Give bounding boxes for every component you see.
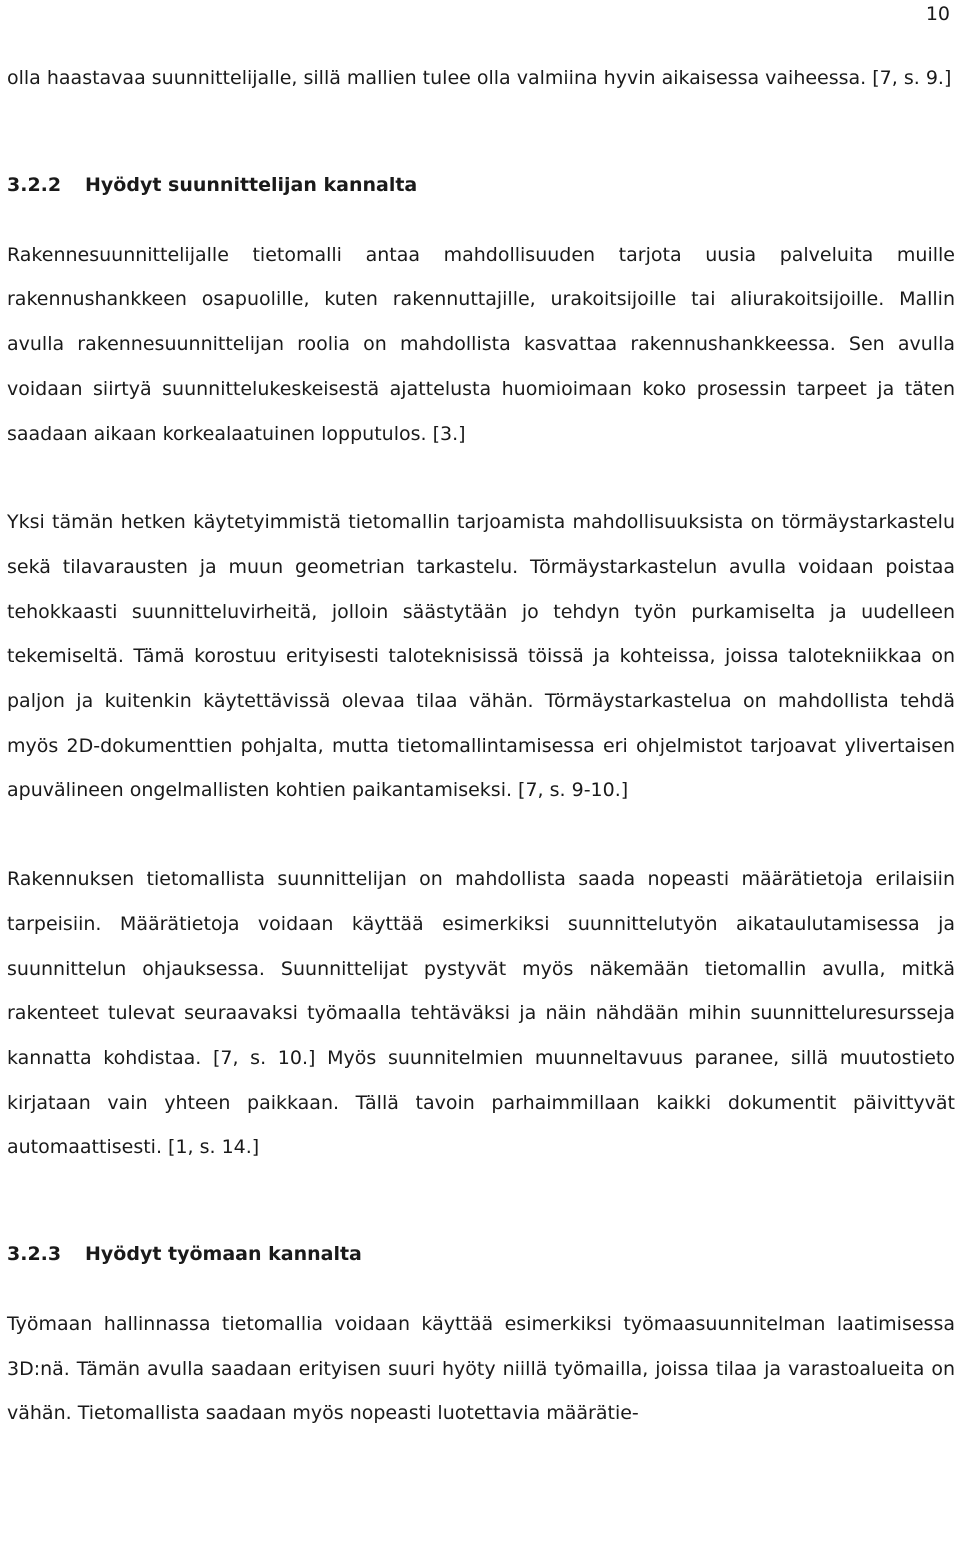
paragraph-site-management: Työmaan hallinnassa tietomallia voidaan käyttää esimerkiksi työmaasuunnitelman laatimisessa 3D:nä. Tämän avulla saadaan erityisen suuri hyöty niillä työmailla, joissa tilaa ja varastoalueita on vähän. Tietomallista saadaan myös nopeasti luotettavia määrätie-: [7, 1313, 955, 1425]
section-title: Hyödyt suunnittelijan kannalta: [85, 173, 418, 196]
section-heading-3-2-3: [7, 1232, 955, 1276]
section-number: 3.2.3: [7, 1243, 62, 1266]
paragraph-clash-detection: Yksi tämän hetken käytetyimmistä tietomallin tarjoamista mahdollisuuksista on törmäystarkastelu sekä tilavarausten ja muun geometrian tarkastelu. Törmäystarkastelun avulla voidaan poistaa tehokkaasti suunnitteluvirheitä, jolloin säästytään jo tehdyn työn purkamiselta ja uudelleen tekemiseltä. Tämä korostuu erityisesti taloteknisissä töissä ja kohteissa, joissa talotekniikkaa on paljon ja kuitenkin käytettävissä olevaa tilaa vähän. Törmäystarkastelua on mahdollista tehdä myös 2D-dokumenttien pohjalta, mutta tietomallintamisessa eri ohjelmistot tarjoavat ylivertaisen apuvälineen ongelmallisten kohtien paikantamiseksi. [7, s. 9-10.]: [7, 511, 955, 802]
paragraph-intro: olla haastavaa suunnittelijalle, sillä mallien tulee olla valmiina hyvin aikaisessa vaiheessa. [7, s. 9.]: [7, 67, 952, 89]
section-number: 3.2.2: [7, 173, 62, 196]
document-body: [7, 56, 955, 1436]
section-title: Hyödyt työmaan kannalta: [85, 1243, 362, 1266]
paragraph-quantity-data: Rakennuksen tietomallista suunnittelijan on mahdollista saada nopeasti määrätietoja erilaisiin tarpeisiin. Määrätietoja voidaan käyttää esimerkiksi suunnittelutyön aikataulutamisessa ja suunnittelun ohjauksessa. Suunnittelijat pystyvät myös näkemään tietomallin avulla, mitkä rakenteet tulevat seuraavaksi työmaalla tehtäväksi ja näin nähdään mihin suunnitteluresursseja kannatta kohdistaa. [7, s. 10.] Myös suunnitelmien muunneltavuus paranee, sillä muutostieto kirjataan vain yhteen paikkaan. Tällä tavoin parhaimmillaan kaikki dokumentit päivittyvät automaattisesti. [1, s. 14.]: [7, 868, 955, 1159]
section-heading-3-2-2: [7, 163, 955, 207]
paragraph-designer-services: Rakennesuunnittelijalle tietomalli antaa mahdollisuuden tarjota uusia palveluita muille rakennushankkeen osapuolille, kuten rakennuttajille, urakoitsijoille tai aliurakoitsijoille. Mallin avulla rakennesuunnittelijan roolia on mahdollista kasvattaa rakennushankkeessa. Sen avulla voidaan siirtyä suunnittelukeskeisestä ajattelusta huomioimaan koko prosessin tarpeet ja täten saadaan aikaan korkealaatuinen lopputulos. [3.]: [7, 243, 955, 445]
page-number: 10: [925, 3, 950, 25]
